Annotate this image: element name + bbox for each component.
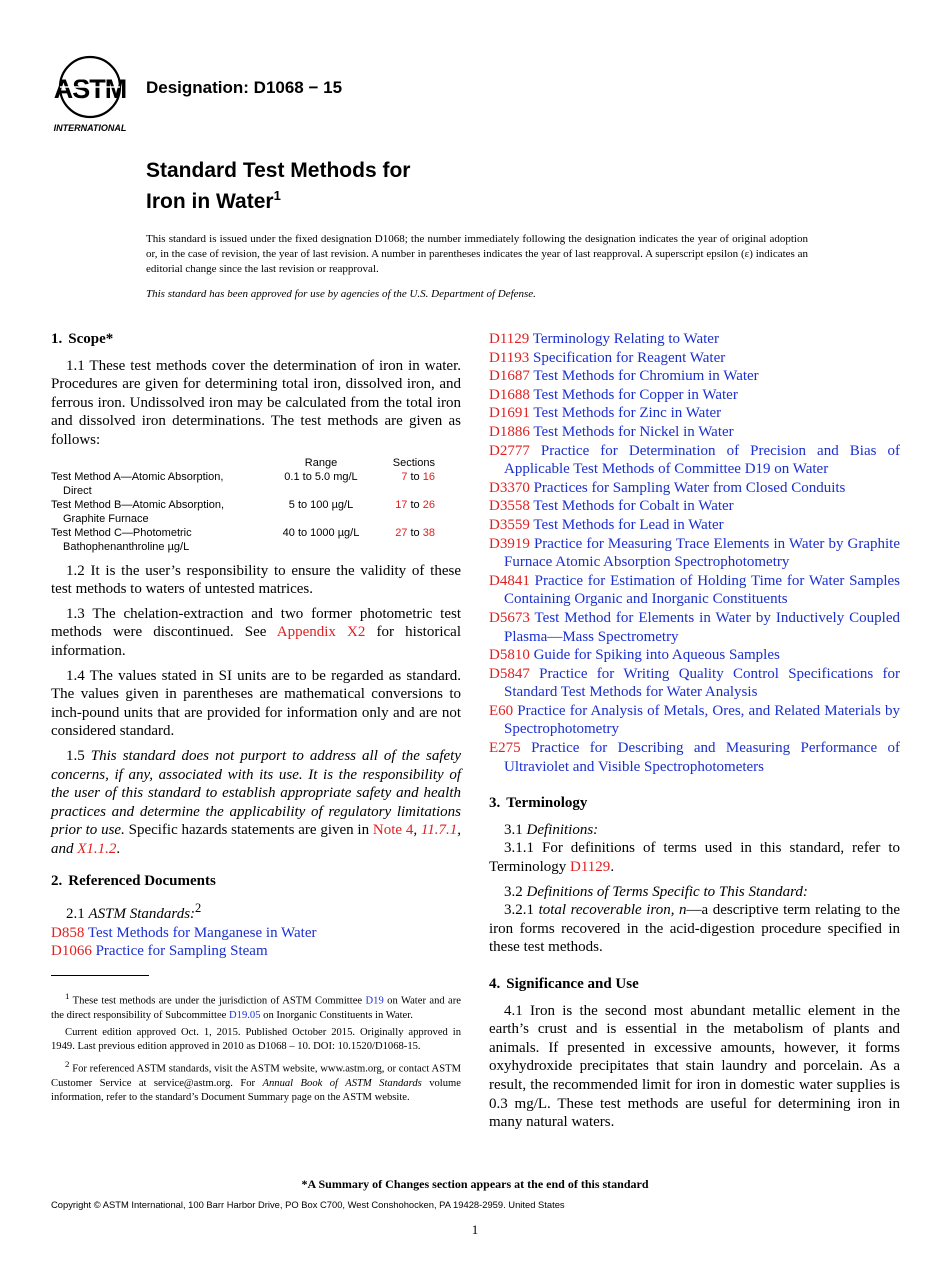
reference-item [489, 739, 900, 776]
reference-item [489, 516, 900, 535]
footnote-divider [51, 975, 149, 976]
paragraph-4-1: 4.1 Iron is the second most abundant metallic element in the earth’s crust and is essential in the metabolism of plants and animals. If presented in excessive amounts, however, it forms oxyhydroxide precipitates that stain laundry and porcelain. As a result, the recommended limit for iron in domestic water supplies is 0.3 mg/L. These test methods are useful for determining iron in many natural waters. [489, 1002, 900, 1131]
summary-of-changes-note: *A Summary of Changes section appears at the end of this standard [301, 1177, 649, 1191]
reference-code-link[interactable]: D5673 [489, 609, 530, 626]
reference-title-link[interactable]: Practice for Sampling Steam [95, 943, 268, 960]
title-line-2: Iron in Water$^1$ [146, 188, 281, 213]
dod-approval: This standard has been approved for use by agencies of the U.S. Department of Defense. [146, 288, 536, 300]
reference-item [489, 609, 900, 646]
reference-code-link[interactable]: D3370 [489, 479, 530, 496]
section-link[interactable]: 38 [422, 526, 435, 539]
logo-subtext: INTERNATIONAL [53, 123, 127, 133]
page-number: 1 [471, 1222, 479, 1237]
table-row: Test Method A—Atomic Absorption, Direct 0.1 to 5.0 mg/L 7 to 16 [51, 470, 435, 497]
astm-logo [52, 55, 136, 135]
section-link[interactable]: 27 [395, 526, 408, 539]
preamble-text: This standard is issued under the fixed designation D1068; the number immediately following the designation indicates the year of original adoption or, in the case of revision, the year of last revision. A number in parentheses indicates the year of last reapproval. A superscript epsilon (ε) indicates an editorial change since the last revision or reapproval. [146, 233, 808, 275]
reference-title-link[interactable]: Test Methods for Zinc in Water [533, 405, 722, 422]
paragraph-1-5: 1.5 This standard does not purport to address all of the safety concerns, if any, associated with its use. It is the responsibility of the user of this standard to establish appropriate safety and health practices and determine the applicability of regulatory limitations prior to use. Specific hazards statements are given in Note 4, 11.7.1, and X1.1.2. [51, 747, 461, 857]
footnote-2: $^2$ For referenced ASTM standards, visit the ASTM website, www.astm.org, or contact ASTM Customer Service at service@astm.org. For Annual Book of ASTM Standards volume information, refer to the standard’s Document Summary page on the ASTM website. [51, 1059, 461, 1104]
reference-item [489, 386, 900, 405]
reference-code-link[interactable]: D1691 [489, 405, 530, 422]
reference-code-link[interactable]: D5810 [489, 647, 530, 664]
reference-title-link[interactable]: Test Methods for Copper in Water [533, 386, 738, 403]
table-row: Test Method C—Photometric Bathophenanthroline µg/L 40 to 1000 µg/L 27 to 38 [51, 526, 435, 553]
test-methods-table [51, 456, 461, 554]
section-heading-referenced-documents: 2. Referenced Documents [51, 873, 216, 890]
section-link[interactable]: 7 [401, 470, 408, 483]
logo-text: ASTM [53, 74, 127, 104]
reference-title-link[interactable]: Test Methods for Manganese in Water [87, 924, 317, 941]
right-column [489, 330, 900, 1138]
reference-item [489, 367, 900, 386]
reference-title-link[interactable]: Test Methods for Lead in Water [533, 516, 724, 533]
document-title [146, 158, 410, 214]
reference-code-link[interactable]: D1688 [489, 386, 530, 403]
note-4-link[interactable]: Note 4 [372, 822, 414, 839]
reference-item [51, 924, 461, 943]
footnotes [51, 989, 461, 1108]
reference-title-link[interactable]: Practice for Determination of Precision and Bias of Applicable Test Methods of Committee D19 on Water [504, 442, 900, 478]
reference-title-link[interactable]: Specification for Reagent Water [533, 349, 726, 366]
reference-code-link[interactable]: D2777 [489, 442, 530, 459]
reference-code-link[interactable]: E60 [489, 702, 514, 719]
footnote-1: $^1$ These test methods are under the jurisdiction of ASTM Committee D19 on Water and are the direct responsibility of Subcommittee D19.05 on Inorganic Constituents in Water. [51, 991, 461, 1021]
reference-item [489, 702, 900, 739]
reference-item [489, 572, 900, 609]
appendix-x2-link[interactable]: Appendix X2 [276, 624, 366, 641]
reference-item [489, 665, 900, 702]
reference-title-link[interactable]: Practice for Writing Quality Control Specifications for Standard Test Methods for Water Analysis [504, 665, 900, 701]
reference-title-link[interactable]: Practice for Measuring Trace Elements in Water by Graphite Furnace Atomic Absorption Spectrophotometry [504, 535, 901, 571]
paragraph-3-2-1: 3.2.1 total recoverable iron, n—a descriptive term relating to the iron forms recovered in the acid-digestion procedure specified in these test methods. [489, 902, 901, 956]
table-header-range: Range [304, 456, 338, 469]
reference-title-link[interactable]: Test Methods for Cobalt in Water [533, 498, 734, 515]
reference-code-link[interactable]: D3559 [489, 516, 530, 533]
reference-item [489, 535, 900, 572]
reference-code-link[interactable]: D3919 [489, 535, 530, 552]
reference-code-link[interactable]: D4841 [489, 572, 530, 589]
reference-title-link[interactable]: Test Method for Elements in Water by Inductively Coupled Plasma—Mass Spectrometry [504, 609, 900, 645]
d19-05-link[interactable]: D19.05 [229, 1009, 261, 1021]
paragraph-1-3: 1.3 The chelation-extraction and two former photometric test methods were discontinued. See Appendix X2 for historical information. [51, 605, 461, 659]
reference-code-link[interactable]: D5847 [489, 665, 530, 682]
preamble [146, 232, 808, 302]
reference-code-link[interactable]: E275 [489, 740, 521, 757]
reference-item [489, 442, 900, 479]
reference-code-link[interactable]: D1066 [51, 943, 92, 960]
paragraph-3-2: 3.2 Definitions of Terms Specific to This Standard: [504, 883, 808, 900]
reference-title-link[interactable]: Practices for Sampling Water from Closed Conduits [533, 479, 846, 496]
section-link[interactable]: 26 [422, 498, 435, 511]
section-x1-1-2-link[interactable]: X1.1.2 [77, 840, 117, 857]
paragraph-3-1: 3.1 Definitions: [504, 821, 599, 838]
paragraph-3-1-1: 3.1.1 For definitions of terms used in this standard, refer to Terminology D1129. [489, 840, 900, 876]
left-column [51, 330, 461, 961]
paragraph-1-2: 1.2 It is the user’s responsibility to ensure the validity of these test methods to waters of untested matrices. [51, 562, 461, 598]
reference-item [489, 497, 900, 516]
reference-item [489, 423, 900, 442]
section-heading-scope: 1. Scope* [51, 331, 114, 347]
d19-link[interactable]: D19 [365, 995, 384, 1007]
d1129-link[interactable]: D1129 [570, 859, 611, 876]
footnote-2-marker[interactable]: 2 [195, 901, 202, 916]
title-line-1: Standard Test Methods for [146, 159, 411, 182]
reference-item [489, 479, 900, 498]
reference-title-link[interactable]: Test Methods for Chromium in Water [533, 368, 759, 385]
reference-code-link[interactable]: D3558 [489, 498, 530, 515]
table-row: Test Method B—Atomic Absorption, Graphite Furnace 5 to 100 µg/L 17 to 26 [51, 498, 435, 525]
reference-code-link[interactable]: D858 [51, 924, 85, 941]
copyright: Copyright © ASTM International, 100 Barr Harbor Drive, PO Box C700, West Conshohocken, PA 19428-2959. United States [51, 1199, 565, 1210]
referenced-documents-list-left [51, 924, 461, 961]
reference-title-link[interactable]: Guide for Spiking into Aqueous Samples [533, 647, 780, 664]
section-heading-terminology: 3. Terminology [489, 795, 588, 812]
title-footnote-marker[interactable]: 1 [273, 188, 281, 203]
designation: Designation: D1068 − 15 [146, 78, 343, 97]
reference-code-link[interactable]: D1193 [489, 349, 530, 366]
paragraph-2-1: 2.1 ASTM Standards:$^2$ [66, 901, 202, 923]
reference-item [489, 646, 900, 665]
reference-title-link[interactable]: Test Methods for Nickel in Water [533, 423, 734, 440]
reference-title-link[interactable]: Terminology Relating to Water [532, 331, 719, 347]
reference-title-link[interactable]: Practice for Analysis of Metals, Ores, and Related Materials by Spectrophotometry [504, 702, 900, 738]
table-header-sections: Sections [392, 456, 435, 469]
reference-item [489, 330, 900, 349]
reference-title-link[interactable]: Practice for Estimation of Holding Time for Water Samples Containing Organic and Inorganic Constituents [504, 572, 901, 608]
reference-code-link[interactable]: D1886 [489, 423, 530, 440]
reference-code-link[interactable]: D1687 [489, 368, 530, 385]
section-heading-significance: 4. Significance and Use [489, 976, 639, 992]
paragraph-1-1: 1.1 These test methods cover the determination of iron in water. Procedures are given for determining total iron, dissolved iron, and ferrous iron. Undissolved iron may be calculated from the total iron and dissolved iron determinations. The test methods are given as follows: [51, 357, 461, 448]
reference-item [489, 404, 900, 423]
footnote-1-current-edition: Current edition approved Oct. 1, 2015. Published October 2015. Originally approved in 1949. Last previous edition approved in 2010 as D1068 – 10. DOI: 10.1520/D1068-15. [51, 1026, 461, 1053]
referenced-documents-list-right [489, 330, 900, 776]
reference-item [489, 349, 900, 368]
section-link[interactable]: 17 [395, 498, 408, 511]
reference-title-link[interactable]: Practice for Describing and Measuring Performance of Ultraviolet and Visible Spectrophotometers [504, 740, 901, 775]
reference-item [51, 942, 461, 961]
reference-code-link[interactable]: D1129 [489, 331, 530, 347]
paragraph-1-4: 1.4 The values stated in SI units are to be regarded as standard. The values given in parentheses are mathematical conversions to inch-pound units that are provided for information only and are not considered standard. [51, 667, 461, 740]
section-link[interactable]: 16 [422, 470, 435, 483]
section-11-7-1-link[interactable]: 11.7.1 [420, 822, 458, 839]
